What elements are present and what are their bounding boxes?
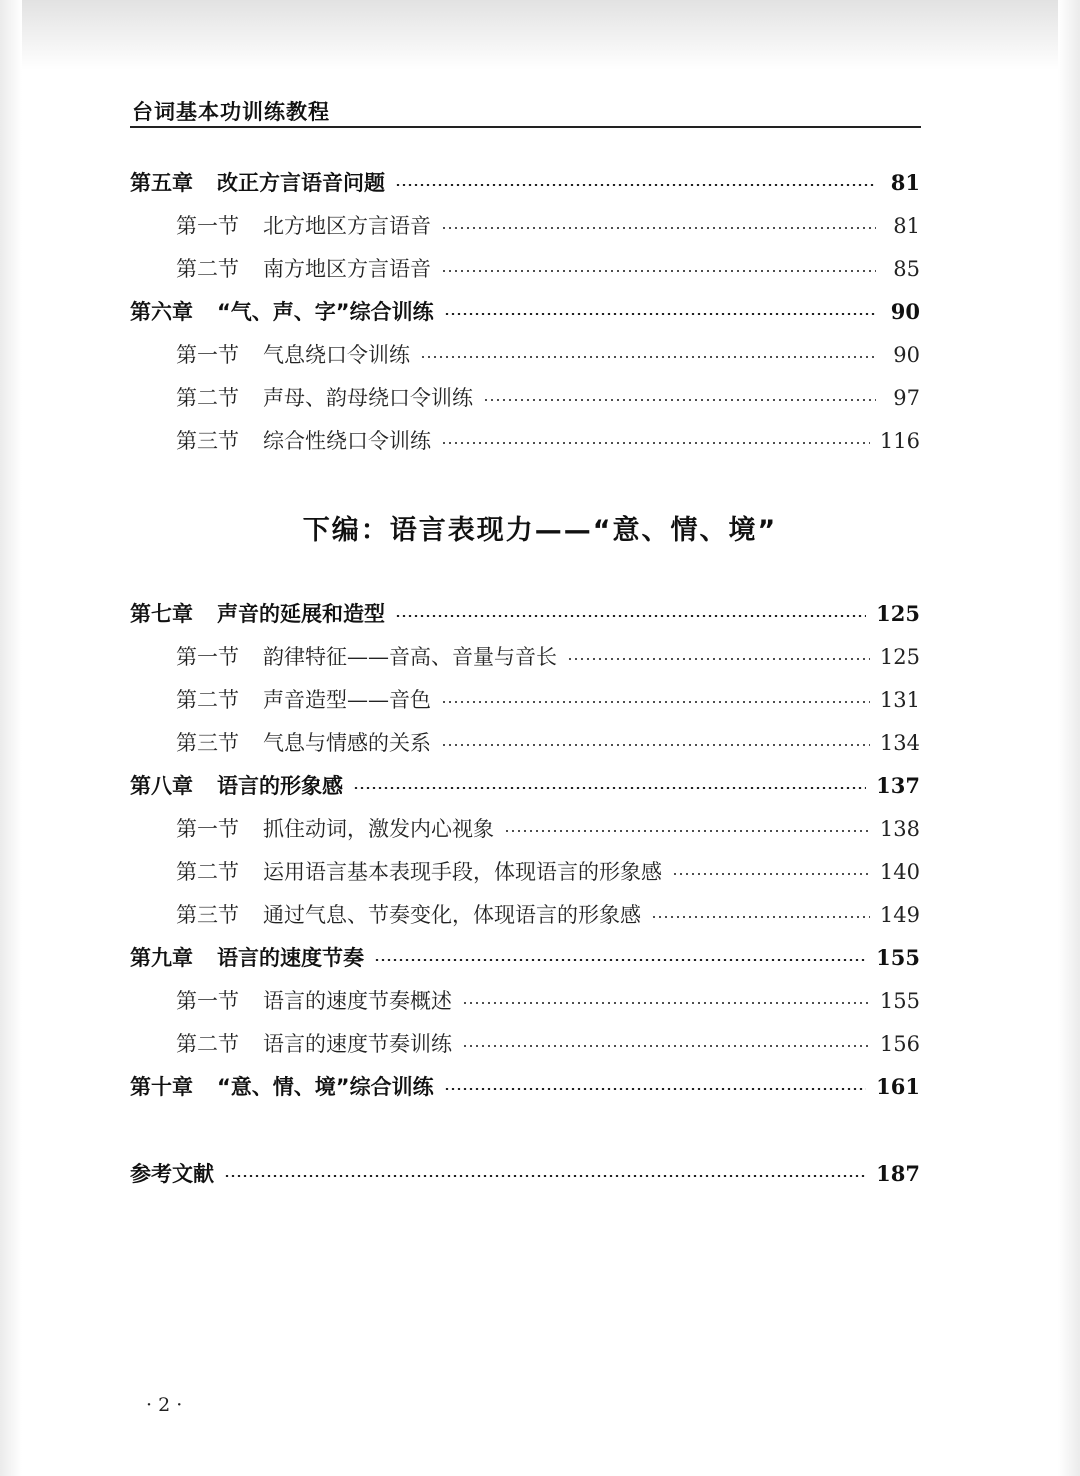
dot-leader <box>441 744 870 746</box>
dot-leader <box>504 830 870 832</box>
toc-entry-page: 134 <box>879 731 920 755</box>
toc-entry-references[interactable] <box>130 1159 920 1189</box>
toc-entry-title: “气、声、字”综合训练 <box>217 300 434 324</box>
toc-entry-section[interactable] <box>176 340 920 370</box>
toc-entry-section[interactable] <box>176 857 920 887</box>
toc-entry-number: 第七章 <box>130 602 193 626</box>
toc-entry-title: 语言的速度节奏概述 <box>263 989 452 1013</box>
toc-entry-page: 81 <box>890 170 920 195</box>
toc-entry-page: 90 <box>890 299 920 324</box>
toc-entry-page: 187 <box>876 1161 920 1186</box>
toc-entry-section[interactable] <box>176 642 920 672</box>
toc-entry-number: 第三节 <box>176 903 239 927</box>
dot-leader <box>224 1175 866 1177</box>
toc-entry-title: 声音造型——音色 <box>263 688 431 712</box>
toc-entry-number: 第三节 <box>176 429 239 453</box>
toc-entry-number: 第二节 <box>176 386 239 410</box>
dot-leader <box>374 959 866 961</box>
toc-entry-number: 第二节 <box>176 860 239 884</box>
toc-entry-title: 声母、韵母绕口令训练 <box>263 386 473 410</box>
dot-leader <box>353 787 866 789</box>
toc-entry-page: 81 <box>893 214 920 238</box>
toc-entry-number: 第八章 <box>130 774 193 798</box>
toc-entry-title: 语言的形象感 <box>217 774 343 798</box>
toc-entry-number: 第十章 <box>130 1075 193 1099</box>
toc-entry-section[interactable] <box>176 383 920 413</box>
toc-entry-page: 156 <box>879 1032 920 1056</box>
dot-leader <box>672 873 870 875</box>
toc-entry-title: 参考文献 <box>130 1162 214 1186</box>
toc-entry-number: 第三节 <box>176 731 239 755</box>
dot-leader <box>420 356 876 358</box>
toc-entry-page: 138 <box>879 817 920 841</box>
toc-entry-number: 第一节 <box>176 817 239 841</box>
toc-entry-chapter-5[interactable] <box>130 168 920 198</box>
toc-entry-chapter-8[interactable] <box>130 771 920 801</box>
page-shadow-top <box>0 0 1080 70</box>
toc-entry-page: 97 <box>893 386 920 410</box>
toc-entry-number: 第二节 <box>176 1032 239 1056</box>
dot-leader <box>651 916 870 918</box>
toc-entry-page: 116 <box>879 429 920 453</box>
dot-leader <box>395 615 866 617</box>
toc-entry-number: 第一节 <box>176 214 239 238</box>
toc-entry-page: 125 <box>879 645 920 669</box>
toc-entry-section[interactable] <box>176 900 920 930</box>
toc-entry-section[interactable] <box>176 728 920 758</box>
toc-entry-page: 149 <box>879 903 920 927</box>
toc-entry-chapter-7[interactable] <box>130 599 920 629</box>
header-rule <box>130 126 921 128</box>
toc-entry-section[interactable] <box>176 814 920 844</box>
toc-entry-page: 137 <box>876 773 920 798</box>
toc-entry-page: 131 <box>879 688 920 712</box>
dot-leader <box>441 227 876 229</box>
toc-entry-title: 抓住动词，激发内心视象 <box>263 817 494 841</box>
toc-entry-section[interactable] <box>176 1029 920 1059</box>
toc-entry-number: 第九章 <box>130 946 193 970</box>
toc-entry-page: 90 <box>893 343 920 367</box>
toc-entry-title: 气息与情感的关系 <box>263 731 431 755</box>
toc-entry-number: 第二节 <box>176 688 239 712</box>
dot-leader <box>567 658 870 660</box>
toc-entry-title: 南方地区方言语音 <box>263 257 431 281</box>
toc-entry-title: 语言的速度节奏 <box>217 946 364 970</box>
dot-leader <box>441 701 870 703</box>
toc-entry-section[interactable] <box>176 254 920 284</box>
running-head: 台词基本功训练教程 <box>132 100 330 124</box>
dot-leader <box>444 1088 867 1090</box>
page-number: · 2 · <box>146 1394 183 1416</box>
toc-entry-title: 语言的速度节奏训练 <box>263 1032 452 1056</box>
dot-leader <box>483 399 876 401</box>
toc-entry-title: 北方地区方言语音 <box>263 214 431 238</box>
dot-leader <box>462 1045 870 1047</box>
page-shadow-right <box>1058 0 1080 1476</box>
toc-entry-page: 85 <box>893 257 920 281</box>
toc-entry-title: 改正方言语音问题 <box>217 171 385 195</box>
dot-leader <box>441 270 876 272</box>
toc-entry-section[interactable] <box>176 986 920 1016</box>
toc-entry-chapter-6[interactable] <box>130 297 920 327</box>
toc-entry-number: 第二节 <box>176 257 239 281</box>
toc-entry-page: 155 <box>876 945 920 970</box>
toc-entry-page: 125 <box>876 601 920 626</box>
page-shadow-left <box>0 0 22 1476</box>
dot-leader <box>444 313 876 315</box>
part-title: 下编：语言表现力——“意、情、境” <box>302 515 778 546</box>
toc-entry-page: 140 <box>879 860 920 884</box>
dot-leader <box>395 184 876 186</box>
toc-entry-number: 第一节 <box>176 343 239 367</box>
toc-entry-number: 第一节 <box>176 645 239 669</box>
toc-entry-number: 第五章 <box>130 171 193 195</box>
toc-entry-title: “意、情、境”综合训练 <box>217 1075 434 1099</box>
toc-entry-title: 声音的延展和造型 <box>217 602 385 626</box>
toc-entry-chapter-9[interactable] <box>130 943 920 973</box>
toc-entry-title: 通过气息、节奏变化，体现语言的形象感 <box>263 903 641 927</box>
toc-entry-title: 韵律特征——音高、音量与音长 <box>263 645 557 669</box>
toc-entry-title: 综合性绕口令训练 <box>263 429 431 453</box>
dot-leader <box>462 1002 870 1004</box>
toc-entry-section[interactable] <box>176 211 920 241</box>
toc-entry-page: 155 <box>879 989 920 1013</box>
toc-entry-page: 161 <box>876 1074 920 1099</box>
toc-entry-title: 气息绕口令训练 <box>263 343 410 367</box>
toc-entry-number: 第一节 <box>176 989 239 1013</box>
toc-entry-section[interactable] <box>176 426 920 456</box>
toc-entry-number: 第六章 <box>130 300 193 324</box>
toc-entry-title: 运用语言基本表现手段，体现语言的形象感 <box>263 860 662 884</box>
toc-entry-section[interactable] <box>176 685 920 715</box>
toc-entry-chapter-10[interactable] <box>130 1072 920 1102</box>
dot-leader <box>441 442 870 444</box>
